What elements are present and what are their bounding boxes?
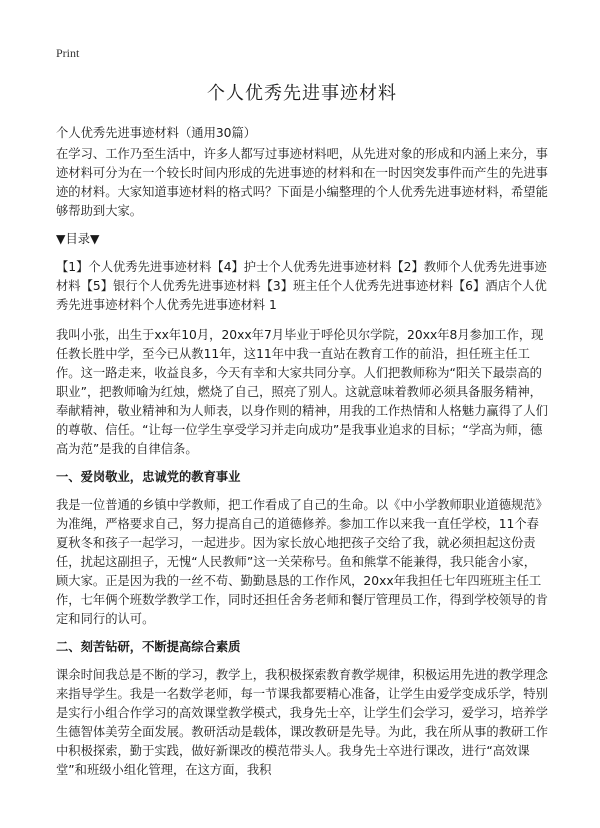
table-of-contents (56, 258, 548, 315)
toc-item-3[interactable]: 【3】班主任个人优秀先进事迹材料 (260, 279, 453, 293)
subtitle: 个人优秀先进事迹材料（通用30篇） (56, 126, 257, 140)
toc-item-1[interactable]: 【1】个人优秀先进事迹材料 (56, 260, 212, 274)
paragraph-1: 我叫小张，出生于xx年10月，20xx年7月毕业于呼伦贝尔学院，20xx年8月参加工作，现任教长胜中学，至今已从教11年，这11年中我一直站在教育工作的前沿，担任班主任工作。这一路走来，收益良多，今天有幸和大家共同分享。人们把教师称为“阳关下最崇高的职业”，把教师喻为红烛，燃烧了自己，照亮了别人。这就意味着教师必须具备服务精神，奉献精神，敬业精神和为人师表，以身作则的精神，用我的工作热情和人格魅力赢得了人们的尊敬、信任。“让每一位学生享受学习并走向成功”是我事业追求的目标；“学高为师，德高为范”是我的自律信条。 (56, 328, 548, 456)
print-link[interactable]: Print (56, 46, 80, 60)
section-2-text: 课余时间我总是不断的学习，教学上，我积极探索教育教学规律，积极运用先进的教学理念来指导学生。我是一名数学老师，每一节课我都要精心准备，让学生由爱学变成乐学，特别是实行小组合作学习的高效课堂教学模式，我身先士卒，让学生们会学习，爱学习，培养学生德智体美劳全面发展。教研活动是载体，课改教研是先导。为此，我在所从事的教研工作中积极探索，勤于实践，做好新课改的模范带头人。我身先士卒进行课改，进行“高效课堂”和班级小组化管理，在这方面，我积 (56, 668, 548, 777)
toc-heading: ▼目录▼ (56, 232, 100, 246)
section-1-text: 我是一位普通的乡镇中学教师，把工作看成了自己的生命。以《中小学教师职业道德规范》为准绳，严格要求自己，努力提高自己的道德修养。参加工作以来我一直任学校，11个春夏秋冬和孩子一起学习，一起进步。因为家长放心地把孩子交给了我，就必须担起这份责任，扰起这副担子，无愧“人民教师”这一关荣称号。鱼和熊掌不能兼得，我只能舍小家，顾大家。正是因为我的一丝不苟、勤勤恳恳的工作作风，20xx年我担任七年四班班主任工作，七年俩个班数学教学工作，同时还担任舍务老师和餐厅管理员工作，得到学校领导的肯定和同行的认可。 (56, 498, 548, 626)
toc-item-2[interactable]: 【2】教师个人优秀先进事迹材料 (56, 260, 547, 293)
section-1-heading: 一、爱岗敬业，忠诚党的教育事业 (56, 470, 241, 484)
article-body (56, 124, 548, 789)
section-2-heading: 二、刻苦钻研，不断提高综合素质 (56, 640, 241, 654)
page-title: 个人优秀先进事迹材料 (207, 83, 397, 104)
toc-item-5[interactable]: 【5】银行个人优秀先进事迹材料 (80, 279, 261, 293)
toc-item-4[interactable]: 【4】护士个人优秀先进事迹材料 (211, 260, 392, 274)
intro-paragraph: 在学习、工作乃至生活中，许多人都写过事迹材料吧，从先进对象的形成和内涵上来分，事迹材料可分为在一个较长时间内形成的先进事迹的材料和在一时因突发事件而产生的先进事迹的材料。大家知道事迹材料的格式吗？下面是小编整理的个人优秀先进事迹材料，希望能够帮助到大家。 (56, 147, 548, 218)
toc-item-6[interactable]: 【6】酒店个人优秀先进事迹材料个人优秀先进事迹材料 1 (56, 279, 547, 312)
